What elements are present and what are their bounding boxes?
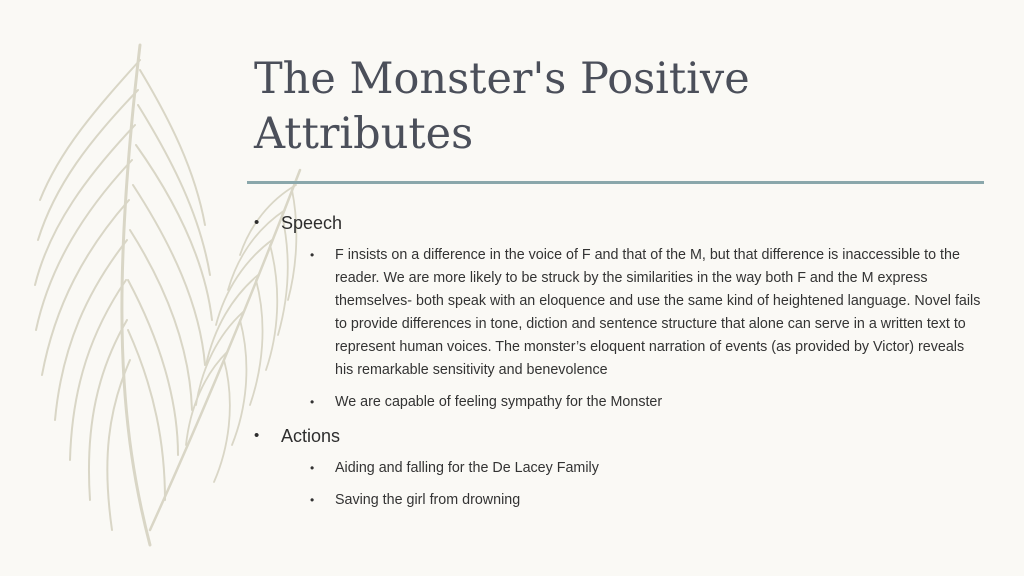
- bullet-label: Speech: [281, 213, 343, 233]
- sub-list-actions: [254, 457, 984, 512]
- bullet-icon: •: [254, 214, 260, 231]
- bullet-item-speech: [254, 210, 984, 236]
- sub-bullet-text: F insists on a difference in the voice of F and that of the M, but that difference is inaccessible to the reader. We are more likely to be struck by the similarities in the way both F and the M express themselves- both speak with an eloquence and use the same kind of heightened language. Novel fails to provide differences in tone, diction and sentence structure that alone can serve in a written text to represent human voices. The monster’s eloquent narration of events (as provided by Victor) reveals his remarkable sensitivity and benevolence: [335, 247, 981, 378]
- bullet-icon: •: [310, 461, 315, 475]
- bullet-icon: •: [310, 493, 315, 507]
- bullet-item-actions: [254, 423, 984, 449]
- page-title: The Monster's Positive Attributes: [254, 54, 750, 159]
- sub-bullet-item: [254, 244, 984, 382]
- bullet-icon: •: [254, 427, 260, 444]
- sub-bullet-text: We are capable of feeling sympathy for the Monster: [335, 394, 663, 410]
- bullet-label: Actions: [281, 426, 341, 446]
- title-divider: [247, 181, 984, 184]
- sub-list-speech: [254, 244, 984, 414]
- sub-bullet-item: [254, 489, 984, 512]
- sub-bullet-item: [254, 457, 984, 480]
- bullet-icon: •: [310, 395, 315, 409]
- bullet-list: [254, 210, 984, 521]
- bullet-icon: •: [310, 248, 315, 262]
- sub-bullet-item: [254, 391, 984, 414]
- sub-bullet-text: Saving the girl from drowning: [335, 492, 521, 508]
- sub-bullet-text: Aiding and falling for the De Lacey Family: [335, 460, 599, 476]
